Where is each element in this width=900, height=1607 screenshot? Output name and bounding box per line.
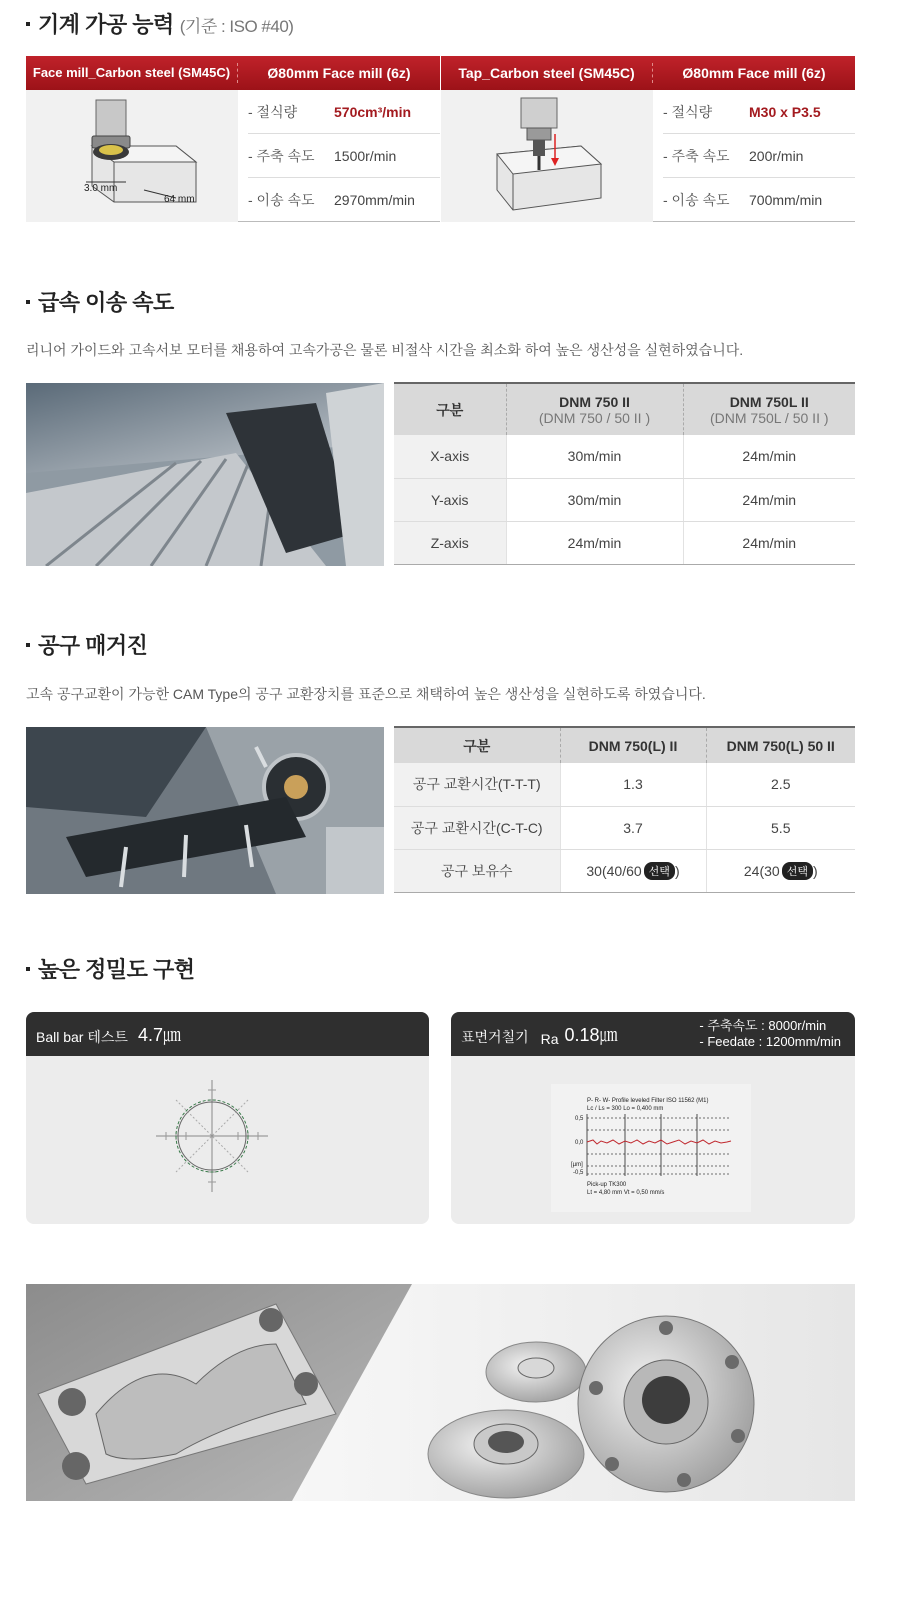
- capability-title: 기계 가공 능력 (기준 : ISO #40): [26, 8, 293, 39]
- svg-text:0,0: 0,0: [575, 1140, 584, 1146]
- surface-roughness-plot: [451, 1056, 855, 1224]
- rapid-col-model1: DNM 750 II (DNM 750 / 50 II ): [506, 383, 683, 435]
- tap-tool: Ø80mm Face mill (6z): [682, 65, 826, 81]
- option-badge: 선택: [644, 862, 675, 880]
- precision-title: 높은 정밀도 구현: [26, 953, 195, 984]
- tap-spindle-row: - 주축 속도 200r/min: [663, 134, 855, 178]
- tap-feed-row: - 이송 속도 700mm/min: [663, 192, 823, 208]
- magazine-col-model2: DNM 750(L) 50 II: [706, 727, 855, 763]
- rapid-col-model2: DNM 750L II (DNM 750L / 50 II ): [683, 383, 855, 435]
- rapid-description: 리니어 가이드와 고속서보 모터를 채용하여 고속가공은 물론 비절삭 시간을 최소화 하여 높은 생산성을 실현하였습니다.: [26, 342, 744, 358]
- face-mill-illustration: [26, 90, 238, 222]
- width-dimension: 64 mm: [164, 194, 195, 205]
- spindle-speed-row: - 주축 속도 1500r/min: [248, 134, 440, 178]
- surface-conditions: - 주축속도 : 8000r/min - Feedate : 1200mm/min: [699, 1018, 841, 1049]
- cut-amount-value: 570cm³/min: [334, 103, 412, 120]
- face-mill-header: [26, 56, 440, 90]
- ballbar-value: 4.7㎛: [137, 1025, 181, 1045]
- capability-subtitle: (기준 : ISO #40): [179, 17, 294, 36]
- magazine-col-category: 구분: [394, 727, 560, 763]
- option-badge: 선택: [782, 862, 813, 880]
- tap-illustration: [441, 90, 653, 222]
- svg-text:Lc / Ls = 300 Lo = 0,400 mm: Lc / Ls = 300 Lo = 0,400 mm: [587, 1106, 664, 1112]
- table-row: 공구 보유수 30(40/60 선택 ) 24(30 선택 ): [394, 849, 855, 892]
- svg-text:0,5: 0,5: [575, 1116, 584, 1122]
- tap-size-value: M30 x P3.5: [749, 103, 821, 120]
- svg-text:-0,5: -0,5: [573, 1170, 584, 1176]
- rapid-title: 급속 이송 속도: [26, 286, 174, 317]
- table-row: 공구 교환시간(T-T-T) 1.3 2.5: [394, 763, 855, 806]
- magazine-table: [394, 726, 855, 893]
- ballbar-label: Ball bar 테스트: [36, 1029, 128, 1045]
- surface-card: [451, 1012, 855, 1224]
- magazine-description: 고속 공구교환이 가능한 CAM Type의 공구 교환장치를 표준으로 채택하여 높은 생산성을 실현하도록 하였습니다.: [26, 686, 706, 702]
- svg-text:P- R- W- Profile leveled Filte: P- R- W- Profile leveled Filter ISO 11562 (M1): [587, 1098, 709, 1104]
- machine-table-photo: [26, 383, 384, 566]
- svg-text:Lt = 4,80 mm Vt = 0,50 mm/s: Lt = 4,80 mm Vt = 0,50 mm/s: [587, 1190, 665, 1196]
- tool-magazine-photo: [26, 727, 384, 894]
- ballbar-header: [26, 1012, 429, 1056]
- face-mill-block: [26, 56, 440, 222]
- table-row: Z-axis 24m/min 24m/min: [394, 521, 855, 564]
- ballbar-plot: [26, 1056, 429, 1224]
- tap-header: [441, 56, 855, 90]
- rapid-col-category: 구분: [394, 383, 506, 435]
- svg-text:[µm]: [µm]: [571, 1162, 583, 1168]
- face-mill-material: Face mill_Carbon steel (SM45C): [26, 63, 238, 83]
- feed-speed-row: - 이송 속도 2970mm/min: [248, 192, 415, 208]
- tap-material: Tap_Carbon steel (SM45C): [441, 63, 653, 83]
- table-row: X-axis 30m/min 24m/min: [394, 435, 855, 478]
- rapid-speed-table: [394, 382, 855, 565]
- face-mill-tool: Ø80mm Face mill (6z): [267, 65, 411, 81]
- ballbar-card: [26, 1012, 429, 1224]
- tap-block: [441, 56, 855, 222]
- magazine-title: 공구 매거진: [26, 629, 147, 660]
- table-row: Y-axis 30m/min 24m/min: [394, 478, 855, 521]
- tap-size-row: - 절식량 M30 x P3.5: [663, 90, 855, 134]
- table-row: 공구 교환시간(C-T-C) 3.7 5.5: [394, 806, 855, 849]
- surface-label: 표면거칠기: [461, 1029, 529, 1045]
- magazine-col-model1: DNM 750(L) II: [560, 727, 706, 763]
- depth-dimension: 3.0 mm: [84, 183, 118, 194]
- surface-value: 0.18㎛: [564, 1025, 618, 1045]
- machined-parts-photo: [26, 1284, 855, 1501]
- surface-header: 표면거칠기 Ra 0.18㎛ - 주축속도 : 8000r/min - Feedate : 1200mm/min: [451, 1012, 855, 1056]
- cut-amount-row: - 절식량 570cm³/min: [248, 90, 440, 134]
- svg-text:Pick-up TK300: Pick-up TK300: [587, 1182, 627, 1188]
